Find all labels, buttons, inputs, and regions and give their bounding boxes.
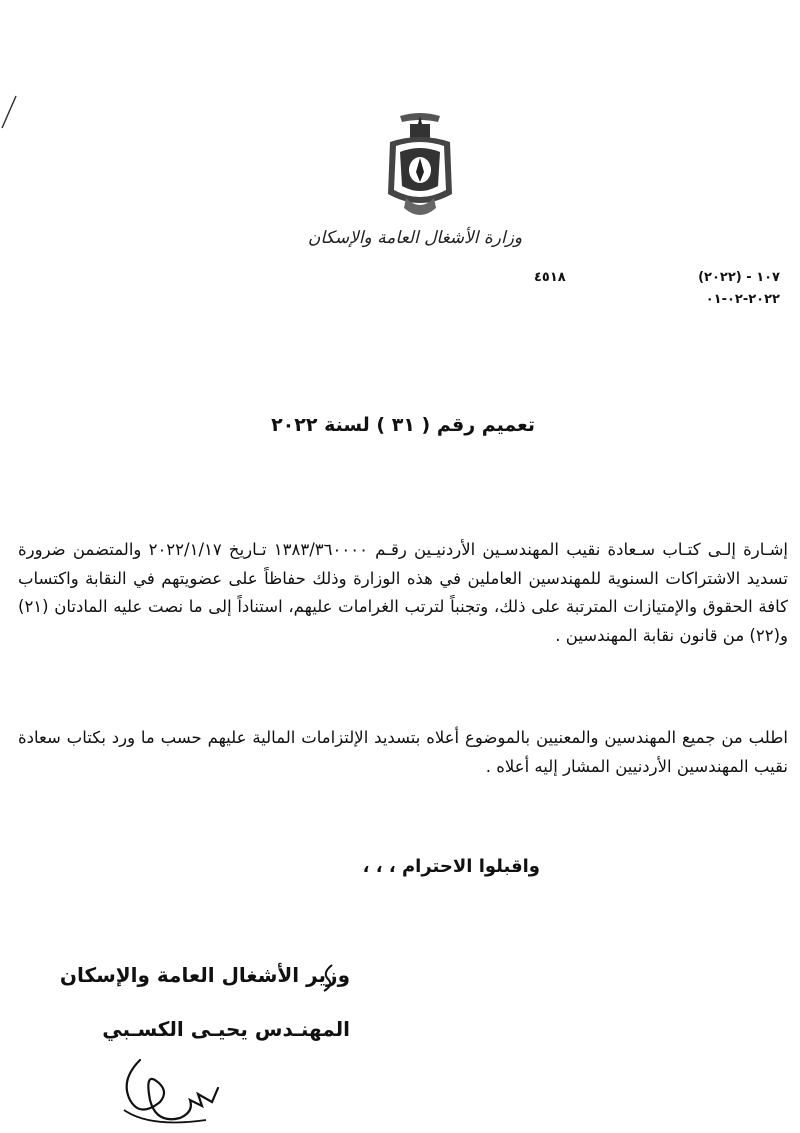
closing-line: واقبلوا الاحترام ، ، ،	[362, 856, 540, 877]
reference-number: ٤٥١٨	[534, 270, 566, 285]
reference-date: ٢٠٢٢-٠٢-٠١	[705, 292, 780, 307]
handwritten-signature	[110, 1040, 230, 1130]
scan-edge-mark	[0, 92, 20, 132]
minister-title: وزير الأشغال العامة والإسكان	[59, 963, 350, 987]
reference-code: ١٠٧ - (٢٠٢٢)	[698, 270, 780, 285]
body-paragraph-1: إشـارة إلـى كتـاب سـعادة نقيب المهندسـين الأردنيـين رقـم ١٣٨٣/٣٦٠٠٠٠ تـاريخ ٢٠٢٢/١/١٧ والمتضمن ضرورة تسديد الاشتراكات السنوية للمهندسين العاملين في هذه الوزارة وذلك حفاظاً على عضويتهم في النقابة واكتساب كافة الحقوق والإمتيازات المترتبة على ذلك، وتجنباً لترتب الغرامات عليهم، استناداً إلى ما نصت عليه المادتان (٢١) و(٢٢) من قانون نقابة المهندسين .	[18, 540, 788, 645]
body-paragraph-2: اطلب من جميع المهندسين والمعنيين بالموضوع أعلاه بتسديد الإلتزامات المالية عليهم حسب ما ورد بكتاب سعادة نقيب المهندسين الأردنيين المشار إليه أعلاه .	[18, 728, 788, 776]
minister-name: المهنـدس يحيـى الكسـبي	[102, 1017, 350, 1041]
ministry-name: وزارة الأشغال العامة والإسكان	[307, 228, 523, 248]
circular-title: تعميم رقم ( ٣١ ) لسنة ٢٠٢٢	[271, 414, 535, 436]
signature-block	[10, 955, 350, 1049]
jordan-coat-of-arms-icon	[380, 112, 460, 222]
